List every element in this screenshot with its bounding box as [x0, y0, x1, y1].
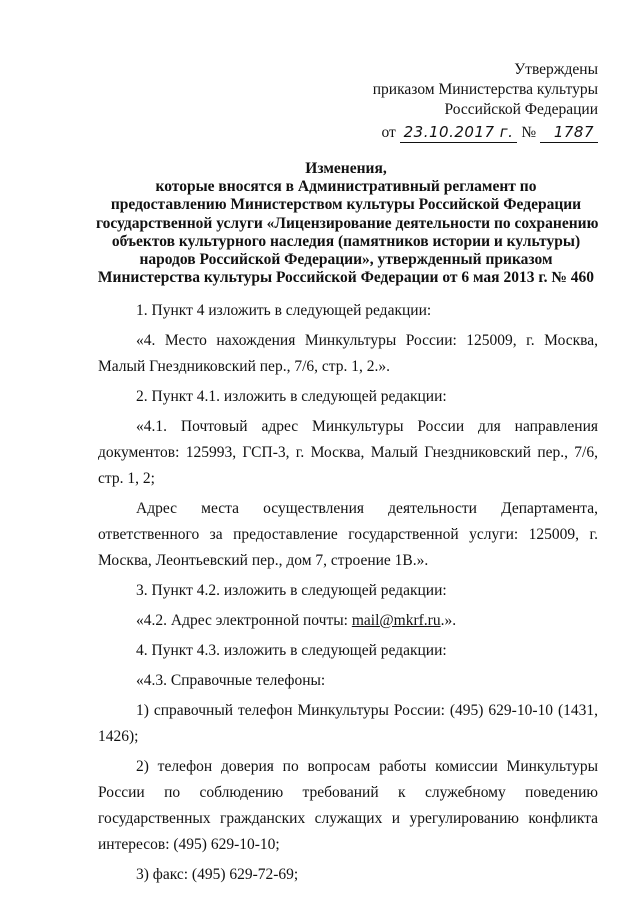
paragraph-10: 1) справочный телефон Минкультуры России: (495) 629-10-10 (1431, 1426); [98, 702, 598, 745]
document-body [98, 298, 598, 892]
approval-issuer-country: Российской Федерации [444, 101, 598, 118]
number-prefix: № [521, 124, 537, 141]
approval-heading: Утверждены [514, 61, 598, 78]
order-date-number [338, 122, 598, 143]
approval-issuer: приказом Министерства культуры [372, 81, 598, 98]
paragraph-1: 1. Пункт 4 изложить в следующей редакции: [136, 302, 432, 319]
document-title [96, 160, 599, 287]
title-line-4: государственной услуги «Лицензирование деятельности по сохранению [96, 214, 599, 232]
email-suffix: .». [440, 612, 457, 629]
title-line-2: которые вносятся в Административный регламент по [155, 178, 537, 196]
date-prefix: от [381, 124, 396, 141]
paragraph-2: «4. Место нахождения Минкультуры России: 125009, г. Москва, Малый Гнездниковский пер., 7/6, стр. 1, 2.». [98, 332, 598, 375]
paragraph-9: «4.3. Справочные телефоны: [136, 672, 326, 689]
email-label: «4.2. Адрес электронной почты: [136, 612, 352, 629]
email-link[interactable]: mail@mkrf.ru [351, 612, 441, 629]
title-line-5: объектов культурного наследия (памятников истории и культуры) [111, 232, 581, 250]
approval-block [338, 60, 598, 143]
handwritten-date: 23.10.2017 г. [400, 122, 518, 143]
paragraph-11: 2) телефон доверия по вопросам работы комиссии Минкультуры России по соблюдению требований к служебному поведению государственных гражданских служащих и урегулированию конфликта интересов: (495) 629-10-10; [98, 758, 598, 853]
paragraph-12: 3) факс: (495) 629-72-69; [136, 866, 299, 883]
paragraph-4: «4.1. Почтовый адрес Минкультуры России для направления документов: 125993, ГСП-3, г. Москва, Малый Гнездниковский пер., 7/6, стр. 1, 2; [98, 418, 598, 487]
title-line-1: Изменения, [305, 160, 387, 177]
title-line-7: Министерства культуры Российской Федерации от 6 мая 2013 г. № 460 [97, 269, 595, 287]
handwritten-number: 1787 [540, 122, 598, 143]
paragraph-8: 4. Пункт 4.3. изложить в следующей редакции: [136, 642, 447, 659]
paragraph-7 [98, 608, 598, 634]
paragraph-5: Адрес места осуществления деятельности Департамента, ответственного за предоставление государственной услуги: 125009, г. Москва, Леонтьевский пер., дом 7, строение 1В.». [98, 500, 598, 569]
paragraph-6: 3. Пункт 4.2. изложить в следующей редакции: [136, 582, 447, 599]
title-line-6: народов Российской Федерации», утвержденный приказом [139, 251, 553, 269]
title-line-3: предоставлению Министерством культуры Российской Федерации [110, 196, 582, 214]
paragraph-3: 2. Пункт 4.1. изложить в следующей редакции: [136, 388, 447, 405]
